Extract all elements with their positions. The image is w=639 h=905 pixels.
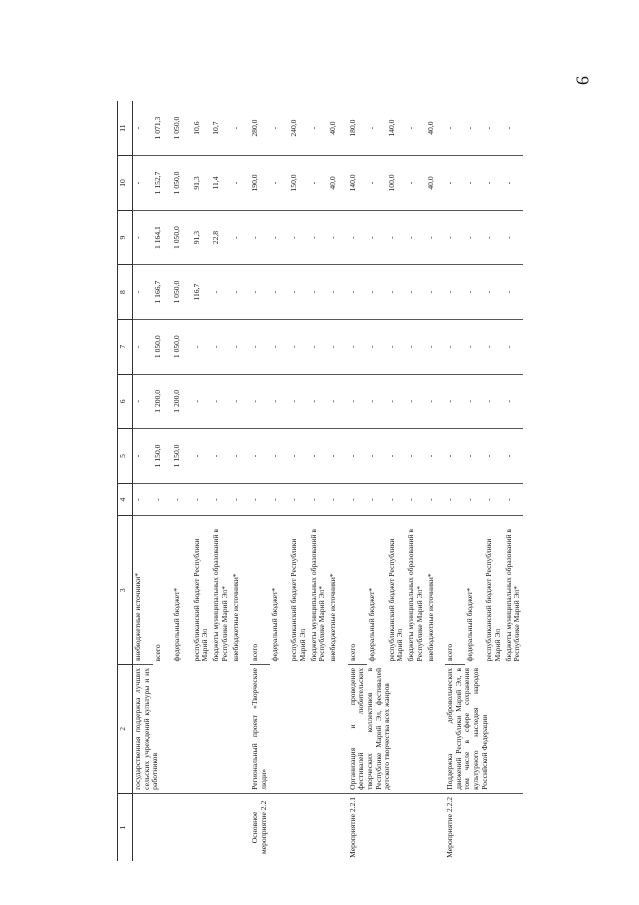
value-cell-col-8: - bbox=[426, 265, 446, 320]
value-cell-col-11: 140,0 bbox=[387, 101, 407, 156]
value-cell-col-10: 40,0 bbox=[328, 156, 348, 211]
value-cell-col-10: 11,4 bbox=[211, 156, 231, 211]
value-cell-col-11: - bbox=[504, 101, 524, 156]
value-cell-col-5: - bbox=[348, 429, 368, 484]
column-header-2: 2 bbox=[118, 664, 133, 793]
funding-source-cell: внебюджетные источники* bbox=[425, 573, 435, 662]
value-cell-col-5: - bbox=[133, 429, 153, 484]
activity-title-cell: Организация и проведение фестивалей любительских творческих коллективов в Республике Марий Эл, фестивалей детского творчества всех жанров bbox=[348, 664, 446, 793]
value-cell-col-8: - bbox=[445, 265, 465, 320]
value-cell-col-11: 40,0 bbox=[426, 101, 446, 156]
value-cell-col-8: - bbox=[484, 265, 504, 320]
column-header-9: 9 bbox=[118, 210, 133, 265]
value-cell-col-10: - bbox=[445, 156, 465, 211]
value-cell-col-10: 1 050,0 bbox=[172, 156, 192, 211]
value-cell-col-7: - bbox=[211, 319, 231, 374]
value-cell-col-8: - bbox=[211, 265, 231, 320]
value-cell-col-8: - bbox=[504, 265, 524, 320]
column-header-5: 5 bbox=[118, 429, 133, 484]
value-cell-col-9: - bbox=[133, 210, 153, 265]
value-cell-col-4: - bbox=[348, 483, 368, 516]
value-cell-col-7: - bbox=[445, 319, 465, 374]
value-cell-col-11: 180,0 bbox=[348, 101, 368, 156]
value-cell-col-11: - bbox=[465, 101, 485, 156]
value-cell-col-11: 10,7 bbox=[211, 101, 231, 156]
value-cell-col-9: - bbox=[328, 210, 348, 265]
value-cell-col-7: - bbox=[270, 319, 290, 374]
value-cell-col-8: - bbox=[133, 265, 153, 320]
value-cell-col-7: - bbox=[328, 319, 348, 374]
activity-title-cell: Региональный проект «Творческие люди» bbox=[250, 664, 348, 793]
value-cell-col-4: - bbox=[406, 483, 426, 516]
value-cell-col-4: - bbox=[192, 483, 212, 516]
column-header-6: 6 bbox=[118, 374, 133, 429]
value-cell-col-8: - bbox=[270, 265, 290, 320]
activity-title-cell: Поддержка добровольческих движений Республики Марий Эл, в том числе в сфере сохранения культурного наследия народов Российской Федерации bbox=[445, 664, 523, 793]
funding-source-cell: федеральный бюджет* bbox=[172, 587, 181, 662]
activity-code-cell: Мероприятие 2.2.1 bbox=[347, 796, 357, 858]
activity-code-cell: Мероприятие 2.2.2 bbox=[445, 796, 454, 858]
value-cell-col-7: - bbox=[367, 319, 387, 374]
value-cell-col-7: - bbox=[133, 319, 153, 374]
funding-table bbox=[117, 101, 523, 861]
table-row bbox=[250, 101, 270, 861]
value-cell-col-5: - bbox=[367, 429, 387, 484]
value-cell-col-6: - bbox=[270, 374, 290, 429]
value-cell-col-10: - bbox=[309, 156, 329, 211]
value-cell-col-6: - bbox=[406, 374, 426, 429]
value-cell-col-11: 10,6 bbox=[192, 101, 212, 156]
table-body bbox=[133, 101, 524, 861]
value-cell-col-9: - bbox=[250, 210, 270, 265]
value-cell-col-7: - bbox=[426, 319, 446, 374]
value-cell-col-4: - bbox=[445, 483, 465, 516]
value-cell-col-9: - bbox=[348, 210, 368, 265]
value-cell-col-9: - bbox=[387, 210, 407, 265]
value-cell-col-4: - bbox=[153, 483, 173, 516]
value-cell-col-4: - bbox=[426, 483, 446, 516]
value-cell-col-8: - bbox=[465, 265, 485, 320]
value-cell-col-6: - bbox=[231, 374, 251, 429]
value-cell-col-4: - bbox=[231, 483, 251, 516]
value-cell-col-5: - bbox=[387, 429, 407, 484]
column-header-11: 11 bbox=[118, 101, 133, 156]
value-cell-col-4: - bbox=[504, 483, 524, 516]
value-cell-col-11: - bbox=[367, 101, 387, 156]
value-cell-col-11: 280,0 bbox=[250, 101, 270, 156]
value-cell-col-5: 1 150,0 bbox=[172, 429, 192, 484]
value-cell-col-5: - bbox=[231, 429, 251, 484]
value-cell-col-10: 140,0 bbox=[348, 156, 368, 211]
value-cell-col-8: - bbox=[406, 265, 426, 320]
column-header-1: 1 bbox=[118, 793, 133, 861]
value-cell-col-8: 116,7 bbox=[192, 265, 212, 320]
funding-source-cell: бюджеты муниципальных образований в Республике Марий Эл* bbox=[406, 529, 424, 662]
funding-source-cell: республиканский бюджет Республики Марий Эл bbox=[386, 538, 405, 662]
column-header-8: 8 bbox=[118, 265, 133, 320]
funding-source-cell: республиканский бюджет Республики Марий Эл bbox=[191, 538, 210, 662]
value-cell-col-11: 240,0 bbox=[289, 101, 309, 156]
value-cell-col-6: - bbox=[367, 374, 387, 429]
value-cell-col-9: - bbox=[465, 210, 485, 265]
column-header-10: 10 bbox=[118, 156, 133, 211]
value-cell-col-6: - bbox=[289, 374, 309, 429]
funding-source-cell: бюджеты муниципальных образований в Республике Марий Эл* bbox=[503, 529, 522, 662]
value-cell-col-7: - bbox=[465, 319, 485, 374]
value-cell-col-9: - bbox=[289, 210, 309, 265]
value-cell-col-5: - bbox=[484, 429, 504, 484]
funding-source-cell: всего bbox=[152, 644, 162, 662]
value-cell-col-10: - bbox=[465, 156, 485, 211]
value-cell-col-10: - bbox=[270, 156, 290, 211]
value-cell-col-8: - bbox=[348, 265, 368, 320]
value-cell-col-10: - bbox=[133, 156, 153, 211]
value-cell-col-6: - bbox=[445, 374, 465, 429]
value-cell-col-4: - bbox=[309, 483, 329, 516]
column-header-4: 4 bbox=[118, 483, 133, 516]
value-cell-col-5: - bbox=[270, 429, 290, 484]
activity-code-cell: Основное мероприятие 2.2 bbox=[250, 800, 268, 855]
value-cell-col-9: - bbox=[270, 210, 290, 265]
value-cell-col-6: - bbox=[504, 374, 524, 429]
value-cell-col-5: - bbox=[289, 429, 309, 484]
value-cell-col-10: - bbox=[484, 156, 504, 211]
value-cell-col-11: 1 050,0 bbox=[172, 101, 192, 156]
value-cell-col-9: - bbox=[484, 210, 504, 265]
value-cell-col-6: - bbox=[426, 374, 446, 429]
value-cell-col-11: - bbox=[133, 101, 153, 156]
table-row bbox=[348, 101, 368, 861]
value-cell-col-8: - bbox=[250, 265, 270, 320]
value-cell-col-11: - bbox=[309, 101, 329, 156]
value-cell-col-10: - bbox=[231, 156, 251, 211]
value-cell-col-5: - bbox=[192, 429, 212, 484]
value-cell-col-4: - bbox=[484, 483, 504, 516]
value-cell-col-4: - bbox=[250, 483, 270, 516]
value-cell-col-8: - bbox=[387, 265, 407, 320]
page-number: 9 bbox=[572, 76, 593, 85]
funding-table-rotated bbox=[117, 101, 522, 861]
value-cell-col-11: - bbox=[484, 101, 504, 156]
value-cell-col-10: 190,0 bbox=[250, 156, 270, 211]
value-cell-col-10: 100,0 bbox=[387, 156, 407, 211]
value-cell-col-7: - bbox=[289, 319, 309, 374]
value-cell-col-5: 1 150,0 bbox=[153, 429, 173, 484]
value-cell-col-9: 91,3 bbox=[192, 210, 212, 265]
value-cell-col-5: - bbox=[328, 429, 348, 484]
value-cell-col-4: - bbox=[133, 483, 153, 516]
value-cell-col-9: - bbox=[309, 210, 329, 265]
value-cell-col-10: 40,0 bbox=[426, 156, 446, 211]
value-cell-col-11: - bbox=[445, 101, 465, 156]
value-cell-col-9: - bbox=[406, 210, 426, 265]
value-cell-col-8: - bbox=[367, 265, 387, 320]
value-cell-col-4: - bbox=[270, 483, 290, 516]
value-cell-col-5: - bbox=[309, 429, 329, 484]
value-cell-col-4: - bbox=[172, 483, 192, 516]
funding-source-cell: всего bbox=[445, 516, 465, 665]
value-cell-col-7: - bbox=[484, 319, 504, 374]
value-cell-col-7: - bbox=[250, 319, 270, 374]
value-cell-col-5: - bbox=[504, 429, 524, 484]
column-header-7: 7 bbox=[118, 319, 133, 374]
value-cell-col-6: - bbox=[133, 374, 153, 429]
funding-source-cell: федеральный бюджет* bbox=[464, 587, 474, 662]
table-row bbox=[445, 101, 465, 861]
value-cell-col-6: - bbox=[192, 374, 212, 429]
funding-source-cell: всего bbox=[348, 516, 368, 665]
funding-source-cell: бюджеты муниципальных образований в Республике Марий Эл* bbox=[211, 529, 229, 662]
value-cell-col-4: - bbox=[289, 483, 309, 516]
value-cell-col-11: - bbox=[231, 101, 251, 156]
value-cell-col-6: - bbox=[387, 374, 407, 429]
value-cell-col-11: - bbox=[270, 101, 290, 156]
value-cell-col-5: - bbox=[445, 429, 465, 484]
funding-source-cell: федеральный бюджет* bbox=[269, 587, 279, 662]
value-cell-col-9: 1 164,1 bbox=[153, 210, 173, 265]
value-cell-col-7: - bbox=[406, 319, 426, 374]
value-cell-col-6: - bbox=[348, 374, 368, 429]
value-cell-col-8: - bbox=[309, 265, 329, 320]
funding-source-cell: бюджеты муниципальных образований в Республике Марий Эл* bbox=[308, 529, 327, 662]
value-cell-col-10: 1 152,7 bbox=[153, 156, 173, 211]
column-header-3: 3 bbox=[118, 516, 133, 665]
value-cell-col-7: - bbox=[504, 319, 524, 374]
value-cell-col-5: - bbox=[250, 429, 270, 484]
value-cell-col-6: - bbox=[465, 374, 485, 429]
value-cell-col-10: 91,3 bbox=[192, 156, 212, 211]
value-cell-col-10: - bbox=[367, 156, 387, 211]
value-cell-col-5: - bbox=[211, 429, 231, 484]
value-cell-col-10: - bbox=[406, 156, 426, 211]
value-cell-col-6: - bbox=[211, 374, 231, 429]
funding-source-cell: внебюджетные источники* bbox=[328, 573, 337, 662]
activity-code-cell bbox=[133, 793, 251, 861]
value-cell-col-8: - bbox=[231, 265, 251, 320]
value-cell-col-8: 1 166,7 bbox=[153, 265, 173, 320]
value-cell-col-4: - bbox=[367, 483, 387, 516]
funding-source-cell: республиканский бюджет Республики Марий Эл bbox=[289, 538, 307, 662]
value-cell-col-9: - bbox=[426, 210, 446, 265]
value-cell-col-9: 1 050,0 bbox=[172, 210, 192, 265]
value-cell-col-11: 40,0 bbox=[328, 101, 348, 156]
value-cell-col-9: - bbox=[504, 210, 524, 265]
value-cell-col-5: - bbox=[426, 429, 446, 484]
funding-source-cell: всего bbox=[250, 516, 270, 665]
value-cell-col-4: - bbox=[211, 483, 231, 516]
value-cell-col-7: - bbox=[309, 319, 329, 374]
value-cell-col-7: - bbox=[348, 319, 368, 374]
value-cell-col-9: - bbox=[367, 210, 387, 265]
value-cell-col-6: 1 200,0 bbox=[172, 374, 192, 429]
value-cell-col-4: - bbox=[387, 483, 407, 516]
value-cell-col-4: - bbox=[328, 483, 348, 516]
value-cell-col-8: - bbox=[328, 265, 348, 320]
value-cell-col-11: 1 071,3 bbox=[153, 101, 173, 156]
funding-source-cell: республиканский бюджет Республики Марий Эл bbox=[484, 538, 502, 662]
value-cell-col-5: - bbox=[406, 429, 426, 484]
value-cell-col-7: 1 050,0 bbox=[153, 319, 173, 374]
value-cell-col-6: - bbox=[328, 374, 348, 429]
table-row bbox=[133, 101, 153, 861]
funding-source-cell: внебюджетные источники* bbox=[230, 573, 240, 662]
funding-source-cell: внебюджетные источники* bbox=[133, 516, 153, 665]
value-cell-col-9: 22,8 bbox=[211, 210, 231, 265]
value-cell-col-7: 1 050,0 bbox=[172, 319, 192, 374]
value-cell-col-7: - bbox=[231, 319, 251, 374]
value-cell-col-9: - bbox=[231, 210, 251, 265]
value-cell-col-9: - bbox=[445, 210, 465, 265]
value-cell-col-10: - bbox=[504, 156, 524, 211]
funding-source-cell: федеральный бюджет* bbox=[367, 587, 376, 662]
value-cell-col-7: - bbox=[387, 319, 407, 374]
value-cell-col-7: - bbox=[192, 319, 212, 374]
value-cell-col-6: 1 200,0 bbox=[153, 374, 173, 429]
header-row bbox=[118, 101, 133, 861]
value-cell-col-10: 150,0 bbox=[289, 156, 309, 211]
value-cell-col-11: - bbox=[406, 101, 426, 156]
value-cell-col-6: - bbox=[309, 374, 329, 429]
value-cell-col-8: 1 050,0 bbox=[172, 265, 192, 320]
value-cell-col-6: - bbox=[250, 374, 270, 429]
value-cell-col-6: - bbox=[484, 374, 504, 429]
activity-title-cell: государственная поддержка лучших сельских учреждений культуры и их работников bbox=[133, 664, 251, 793]
value-cell-col-8: - bbox=[289, 265, 309, 320]
value-cell-col-4: - bbox=[465, 483, 485, 516]
value-cell-col-5: - bbox=[465, 429, 485, 484]
